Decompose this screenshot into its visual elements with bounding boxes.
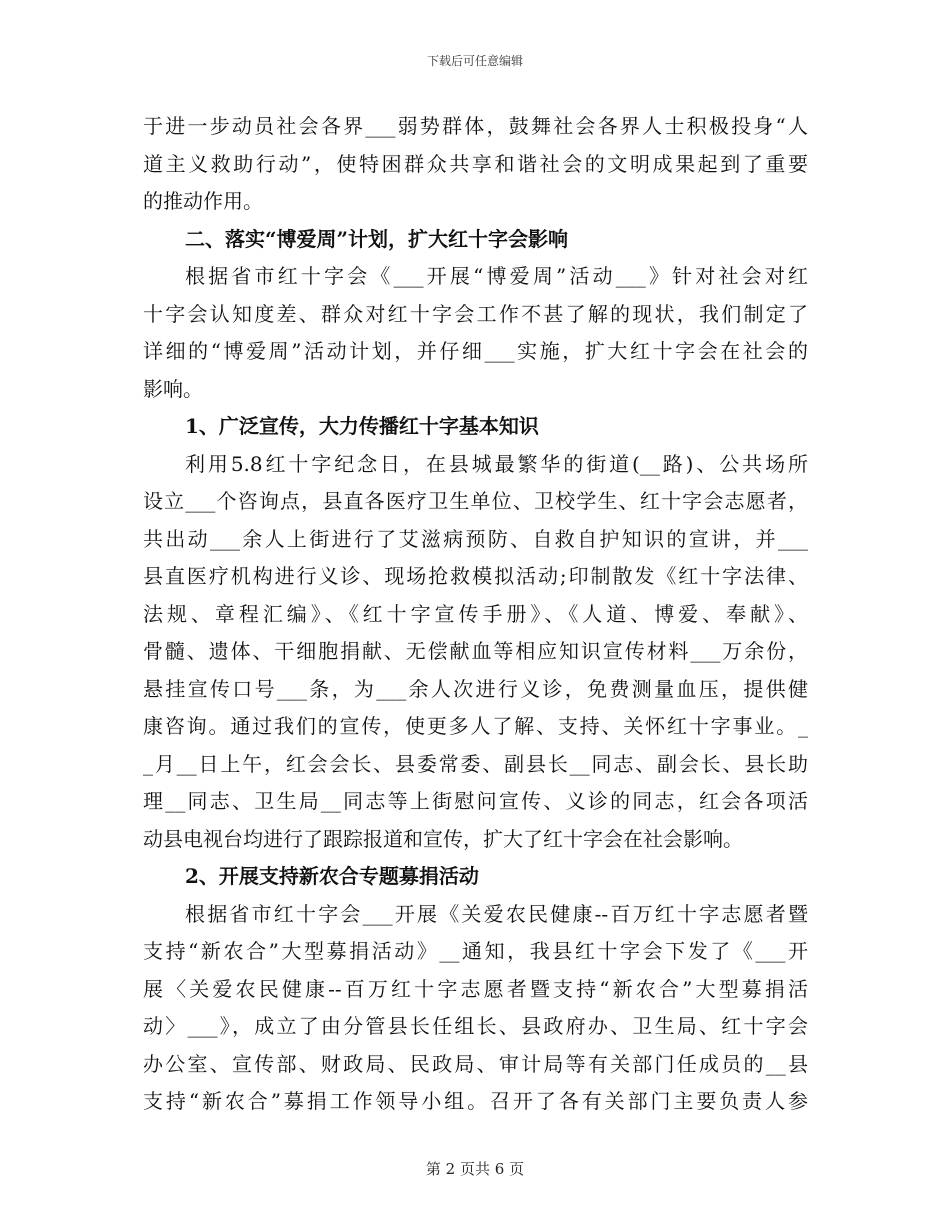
text-line: 动〉___》，成立了由分管县长任组长、县政府办、卫生局、红十字会 (143, 1014, 808, 1038)
text-line: 法规、章程汇编》、《红十字宣传手册》、《人道、博爱、奉献》、 (143, 601, 808, 626)
text-line: 康咨询。通过我们的宣传，使更多人了解、支持、关怀红十字事业。_ (143, 714, 808, 738)
text-line: 动县电视台均进行了跟踪报道和宣传，扩大了红十字会在社会影响。 (143, 826, 743, 851)
text-line: 十字会认知度差、群众对红十字会工作不甚了解的现状，我们制定了 (143, 301, 808, 326)
text-line: 展〈关爱农民健康--百万红十字志愿者暨支持“新农合”大型募捐活 (143, 976, 808, 1001)
text-line: 的推动作用。 (143, 189, 263, 213)
text-line: 骨髓、遗体、干细胞捐献、无偿献血等相应知识宣传材料___万余份， (143, 639, 808, 663)
section-heading: 2、开展支持新农合专题募捐活动 (185, 864, 479, 888)
text-line: 道主义救助行动”，使特困群众共享和谐社会的文明成果起到了重要 (143, 151, 808, 176)
text-line: 根据省市红十字会___开展《关爱农民健康--百万红十字志愿者暨 (185, 901, 808, 926)
text-line: 影响。 (143, 376, 203, 401)
text-line: 悬挂宣传口号___条，为___余人次进行义诊，免费测量血压，提供健 (143, 676, 808, 701)
text-line: 于进一步动员社会各界___弱势群体，鼓舞社会各界人士积极投身“人 (143, 114, 808, 138)
section-heading: 二、落实“博爱周”计划，扩大红十字会影响 (185, 226, 569, 251)
section-heading: 1、广泛宣传，大力传播红十字基本知识 (185, 414, 539, 438)
page-header: 下载后可任意编辑 (426, 54, 523, 68)
text-line: 支持“新农合”大型募捐活动》__通知，我县红十字会下发了《___开 (143, 939, 808, 963)
document-body (143, 108, 808, 1121)
text-line: _月__日上午，红会会长、县委常委、副县长__同志、副会长、县长助 (143, 751, 808, 776)
text-line: 理__同志、卫生局__同志等上街慰问宣传、义诊的同志，红会各项活 (143, 789, 808, 813)
text-line: 县直医疗机构进行义诊、现场抢救模拟活动;印制散发《红十字法律、 (143, 564, 808, 588)
text-line: 办公室、宣传部、财政局、民政局、审计局等有关部门任成员的__县 (143, 1051, 808, 1076)
text-line: 共出动___余人上街进行了艾滋病预防、自救自护知识的宣讲，并___ (143, 526, 808, 551)
text-line: 详细的“博爱周”活动计划，并仔细___实施，扩大红十字会在社会的 (143, 339, 808, 363)
page-number: 第 2 页共 6 页 (425, 1160, 525, 1178)
text-line: 设立___个咨询点，县直各医疗卫生单位、卫校学生、红十字会志愿者， (143, 489, 808, 513)
text-line: 根据省市红十字会《___开展“博爱周”活动___》针对社会对红 (185, 264, 808, 288)
text-line: 支持“新农合”募捐工作领导小组。召开了各有关部门主要负责人参 (143, 1089, 808, 1113)
text-line: 利用5.8红十字纪念日，在县城最繁华的街道(__路)、公共场所 (185, 451, 808, 476)
